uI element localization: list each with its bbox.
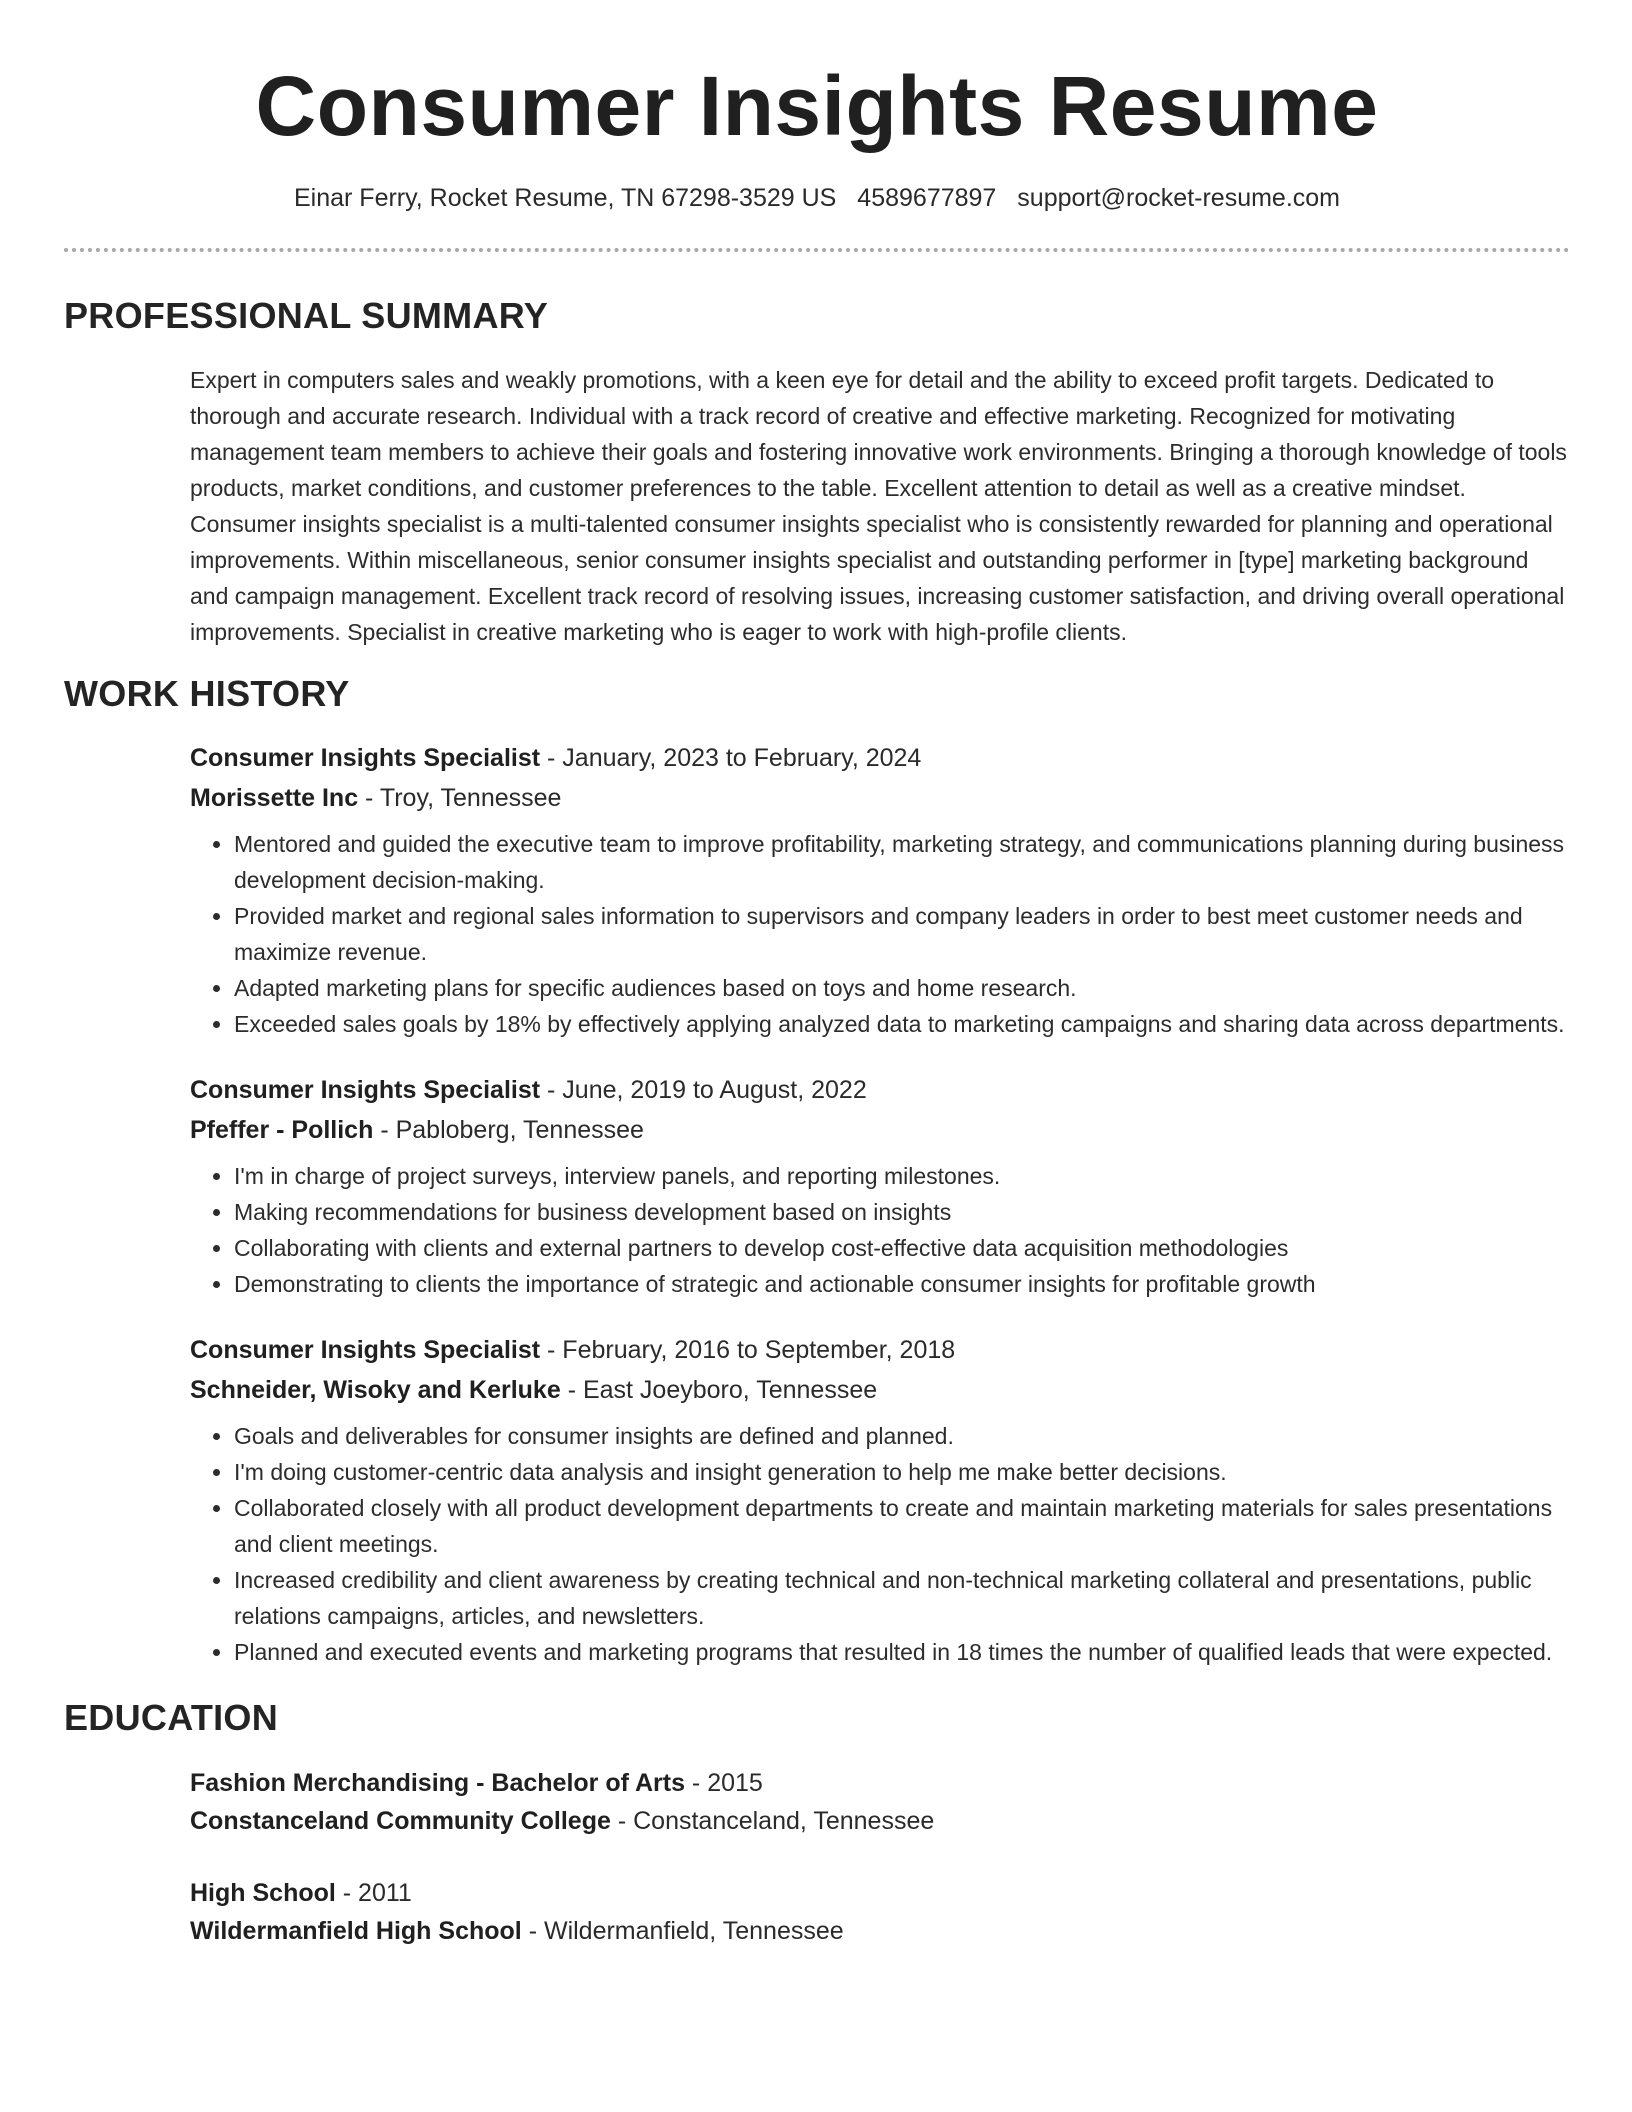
education-degree: Fashion Merchandising - Bachelor of Arts	[190, 1769, 685, 1797]
job-title-line	[190, 1330, 1570, 1370]
resume-page	[64, 0, 1570, 1950]
job-entry	[190, 738, 1570, 1042]
job-location: - Pabloberg, Tennessee	[373, 1116, 644, 1144]
job-company: Schneider, Wisoky and Kerluke	[190, 1376, 561, 1404]
job-bullets	[190, 826, 1570, 1042]
education-degree: High School	[190, 1879, 336, 1907]
job-bullet: • Demonstrating to clients the importance of strategic and actionable consumer insights for profitable growth	[234, 1266, 1570, 1302]
contact-phone: 4589677897	[857, 184, 997, 212]
contact-line	[64, 182, 1570, 214]
job-dates: - January, 2023 to February, 2024	[540, 744, 922, 772]
education-location: - Wildermanfield, Tennessee	[521, 1917, 844, 1945]
contact-email: support@rocket-resume.com	[1017, 184, 1341, 212]
job-entry	[190, 1070, 1570, 1302]
job-bullet: • Provided market and regional sales information to supervisors and company leaders in order to best meet customer needs and maximize revenue.	[234, 898, 1570, 970]
job-entry	[190, 1330, 1570, 1670]
job-title: Consumer Insights Specialist	[190, 1076, 541, 1104]
job-bullet: • Adapted marketing plans for specific audiences based on toys and home research.	[234, 970, 1570, 1006]
job-bullet: • Mentored and guided the executive team to improve profitability, marketing strategy, and communications planning during business development decision-making.	[234, 826, 1570, 898]
job-title-line	[190, 1070, 1570, 1110]
job-bullet: • I'm doing customer-centric data analysis and insight generation to help me make better decisions.	[234, 1454, 1570, 1490]
work-history-heading: WORK HISTORY	[64, 673, 350, 714]
education-school-line	[190, 1802, 1570, 1840]
header-divider	[64, 248, 1570, 252]
education-entry	[190, 1874, 1570, 1950]
job-company-line	[190, 1110, 1570, 1150]
resume-title: Consumer Insights Resume	[255, 59, 1379, 153]
job-title-line	[190, 738, 1570, 778]
job-bullet: • Planned and executed events and marketing programs that resulted in 18 times the number of qualified leads that were expected.	[234, 1634, 1570, 1670]
job-bullets	[190, 1418, 1570, 1670]
education-year: - 2015	[684, 1769, 763, 1797]
job-dates: - February, 2016 to September, 2018	[540, 1336, 956, 1364]
job-company-line	[190, 778, 1570, 818]
job-bullets	[190, 1158, 1570, 1302]
education-degree-line	[190, 1874, 1570, 1912]
job-bullet: • Collaborating with clients and external partners to develop cost-effective data acquisition methodologies	[234, 1230, 1570, 1266]
job-bullet: • I'm in charge of project surveys, interview panels, and reporting milestones.	[234, 1158, 1570, 1194]
education-school-line	[190, 1912, 1570, 1950]
summary-text: Expert in computers sales and weakly promotions, with a keen eye for detail and the ability to exceed profit targets. Dedicated to thorough and accurate research. Individual with a track record of creative and effective marketing. Recognized for motivating management team members to achieve their goals and fostering innovative work environments. Bringing a thorough knowledge of tools products, market conditions, and customer preferences to the table. Excellent attention to detail as well as a creative mindset. Consumer insights specialist is a multi-talented consumer insights specialist who is consistently rewarded for planning and operational improvements. Within miscellaneous, senior consumer insights specialist and outstanding performer in [type] marketing background and campaign management. Excellent track record of resolving issues, increasing customer satisfaction, and driving overall operational improvements. Specialist in creative marketing who is eager to work with high-profile clients.	[190, 367, 1567, 645]
job-company-line	[190, 1370, 1570, 1410]
job-company: Pfeffer - Pollich	[190, 1116, 374, 1144]
education-location: - Constanceland, Tennessee	[610, 1807, 935, 1835]
job-location: - Troy, Tennessee	[358, 784, 562, 812]
job-company: Morissette Inc	[190, 784, 359, 812]
summary-heading: PROFESSIONAL SUMMARY	[64, 295, 549, 336]
contact-address: Einar Ferry, Rocket Resume, TN 67298-3529 US	[293, 184, 837, 212]
job-bullet: • Exceeded sales goals by 18% by effectively applying analyzed data to marketing campaigns and sharing data across departments.	[234, 1006, 1570, 1042]
job-location: - East Joeyboro, Tennessee	[560, 1376, 878, 1404]
job-title: Consumer Insights Specialist	[190, 1336, 541, 1364]
education-heading: EDUCATION	[64, 1697, 279, 1738]
education-school: Constanceland Community College	[190, 1807, 611, 1835]
job-dates: - June, 2019 to August, 2022	[540, 1076, 867, 1104]
job-bullet: • Increased credibility and client awareness by creating technical and non-technical marketing collateral and presentations, public relations campaigns, articles, and newsletters.	[234, 1562, 1570, 1634]
job-title: Consumer Insights Specialist	[190, 744, 541, 772]
job-bullet: • Collaborated closely with all product development departments to create and maintain marketing materials for sales presentations and client meetings.	[234, 1490, 1570, 1562]
job-bullet: • Goals and deliverables for consumer insights are defined and planned.	[234, 1418, 1570, 1454]
education-entry	[190, 1764, 1570, 1840]
education-degree-line	[190, 1764, 1570, 1802]
education-year: - 2011	[335, 1879, 412, 1907]
job-bullet: • Making recommendations for business development based on insights	[234, 1194, 1570, 1230]
education-school: Wildermanfield High School	[190, 1917, 522, 1945]
